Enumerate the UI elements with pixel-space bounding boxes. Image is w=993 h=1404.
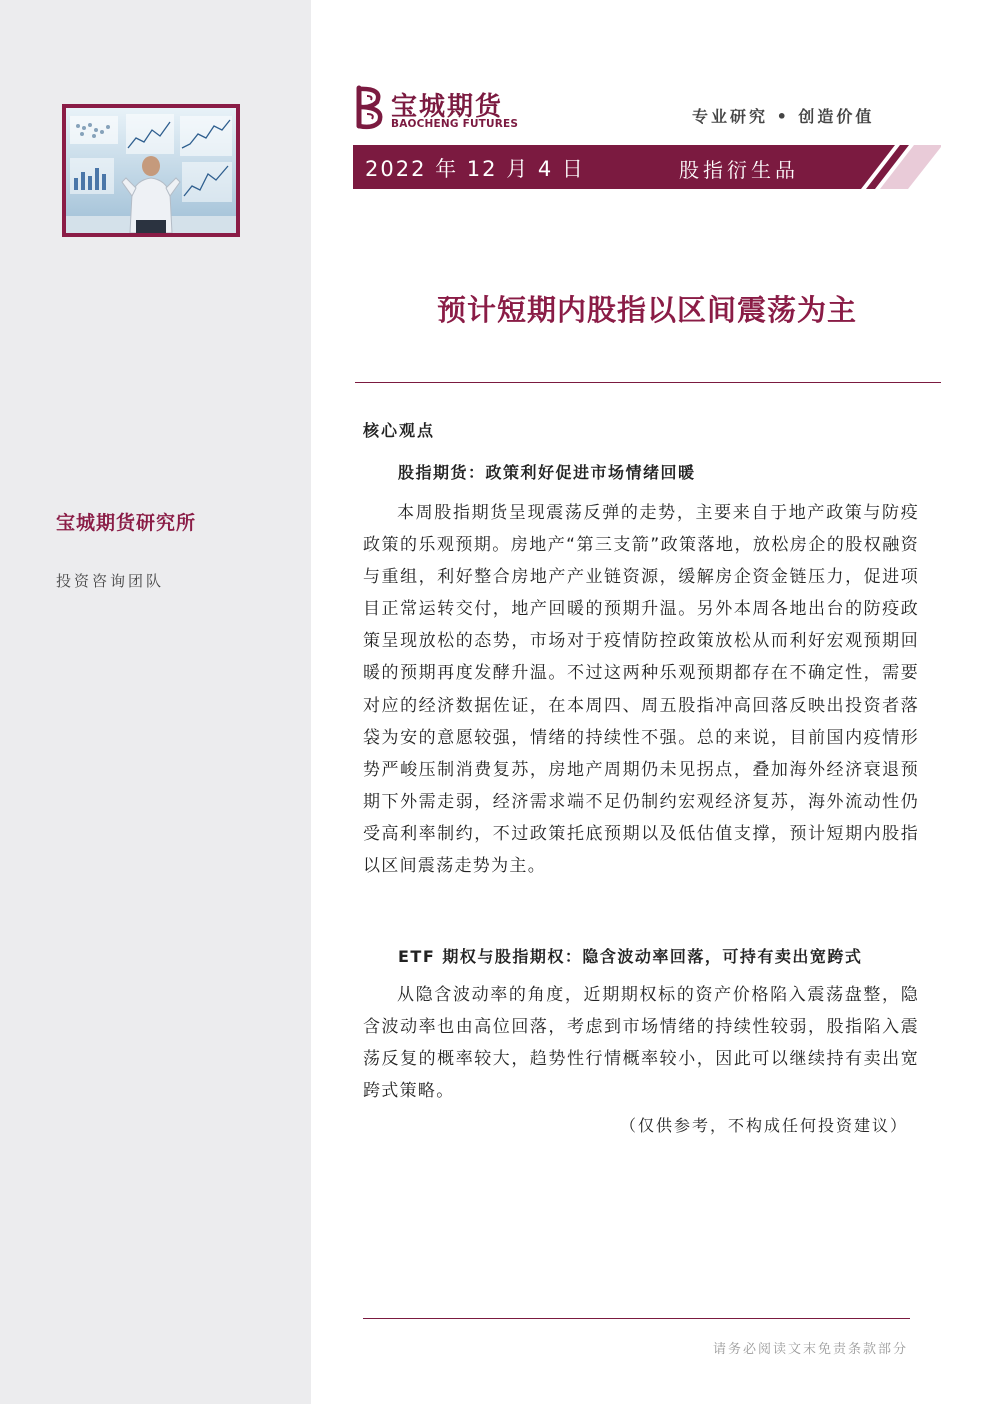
paragraph-options: 从隐含波动率的角度，近期期权标的资产价格陷入震荡盘整，隐含波动率也由高位回落，考虑到市场情绪的持续性较弱，股指陷入震荡反复的概率较大，趋势性行情概率较小，因此可以继续持有卖出宽跨式策略。 [363,985,919,1102]
report-category: 股指衍生品 [679,158,799,182]
subheading-options: ETF 期权与股指期权：隐含波动率回落，可持有卖出宽跨式 [398,947,863,966]
paragraph-index-futures: 本周股指期货呈现震荡反弹的走势，主要来自于地产政策与防疫政策的乐观预期。房地产“第三支箭”政策落地，放松房企的股权融资与重组，利好整合房地产产业链资源，缓解房企资金链压力，促进项目正常运转交付，地产回暖的预期升温。另外本周各地出台的防疫政策呈现放松的态势，市场对于疫情防控政策放松从而利好宏观预期回暖的预期再度发酵升温。不过这两种乐观预期都存在不确定性，需要对应的经济数据佐证，在本周四、周五股指冲高回落反映出投资者落袋为安的意愿较强，情绪的持续性不强。总的来说，目前国内疫情形势严峻压制消费复苏，房地产周期仍未见拐点，叠加海外经济衰退预期下外需走弱，经济需求端不足仍制约宏观经济复苏，海外流动性仍受高利率制约，不过政策托底预期以及低估值支撑，预计短期内股指以区间震荡走势为主。 [363,503,919,877]
section-heading: 核心观点 [363,421,436,440]
tagline: 专业研究 • 创造价值 [692,107,875,126]
footer-divider [363,1318,910,1319]
sidebar-org-name: 宝城期货研究所 [56,512,197,534]
logo-chinese-name: 宝城期货 [391,92,504,122]
report-date: 2022 年 12 月 4 日 [365,157,585,181]
footer-note: 请务必阅读文末免责条款部分 [712,1342,908,1357]
cover-image [62,104,240,237]
sidebar-team-name: 投资咨询团队 [56,572,165,590]
disclaimer: （仅供参考，不构成任何投资建议） [619,1116,908,1135]
logo-english-name: BAOCHENG FUTURES [391,118,519,130]
title-divider [355,382,941,383]
company-logo [353,84,523,134]
sidebar [0,0,311,1404]
date-category-banner [353,145,941,189]
logo-mark-icon [353,84,387,130]
subheading-index-futures: 股指期货：政策利好促进市场情绪回暖 [398,463,696,482]
report-title: 预计短期内股指以区间震荡为主 [436,293,857,327]
